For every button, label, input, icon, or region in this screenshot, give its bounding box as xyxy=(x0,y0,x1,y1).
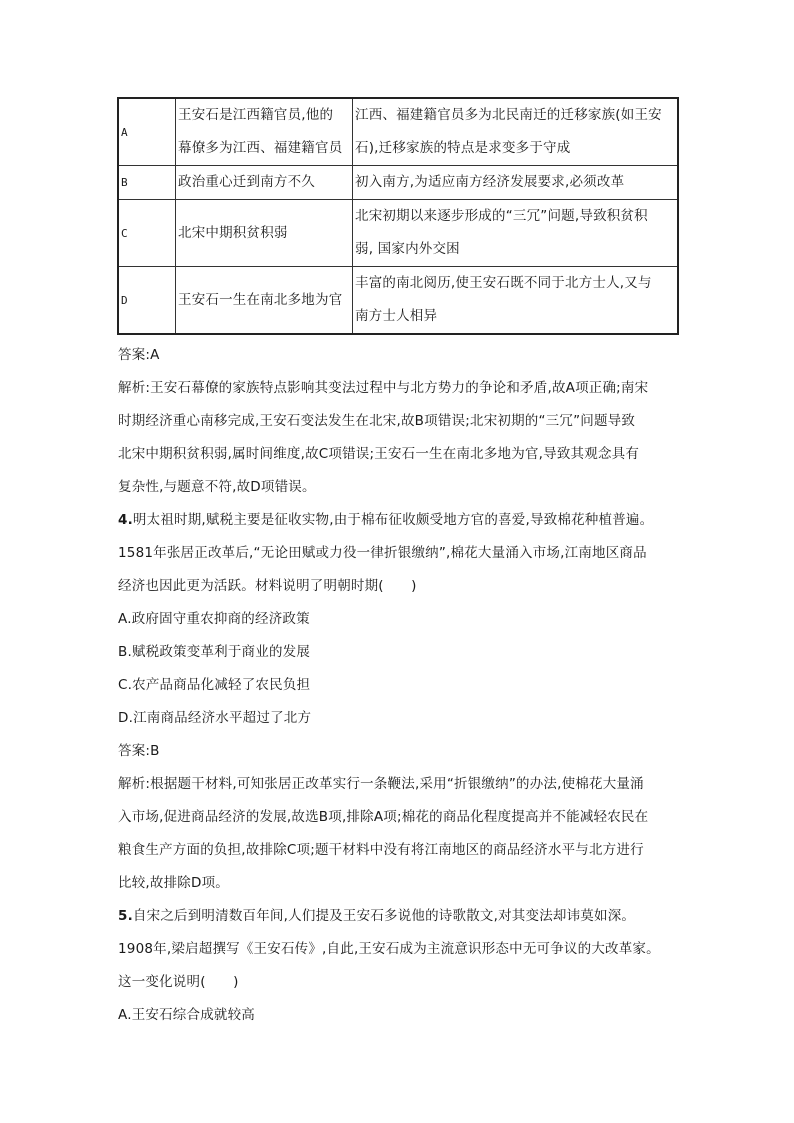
row-explanation: 初入南方,为适应南方经济发展要求,必须改革 xyxy=(353,166,679,200)
question-5-stem: 5.自宋之后到明清数百年间,人们提及王安石多说他的诗歌散文,对其变法却讳莫如深。 xyxy=(118,908,636,924)
question-stem-line: 经济也因此更为活跃。材料说明了明朝时期( ) xyxy=(118,578,417,594)
table-row xyxy=(118,267,678,335)
row-letter: C xyxy=(118,200,176,267)
row-cause: 北宋中期积贫积弱 xyxy=(176,200,353,267)
row-letter: D xyxy=(118,267,176,335)
answer-label: 答案:A xyxy=(118,347,160,363)
option-c: C.农产品商品化减轻了农民负担 xyxy=(118,677,311,693)
row-letter: A xyxy=(118,98,176,166)
option-d: D.江南商品经济水平超过了北方 xyxy=(118,710,312,726)
analysis-line: 时期经济重心南移完成,王安石变法发生在北宋,故B项错误;北宋初期的“三冗”问题导致 xyxy=(118,413,636,429)
answer-label: 答案:B xyxy=(118,743,160,759)
table-row xyxy=(118,98,678,166)
row-letter: B xyxy=(118,166,176,200)
question-stem-line: 1908年,梁启超撰写《王安石传》,自此,王安石成为主流意识形态中无可争议的大改革家。 xyxy=(118,941,660,957)
analysis-line: 比较,故排除D项。 xyxy=(118,875,229,891)
option-b: B.赋税政策变革利于商业的发展 xyxy=(118,644,311,660)
question-number: 4. xyxy=(118,512,133,528)
row-explanation: 北宋初期以来逐步形成的“三冗”问题,导致积贫积 弱, 国家内外交困 xyxy=(353,200,679,267)
analysis-line: 复杂性,与题意不符,故D项错误。 xyxy=(118,479,316,495)
question-stem-line: 1581年张居正改革后,“无论田赋或力役一律折银缴纳”,棉花大量涌入市场,江南地区商品 xyxy=(118,545,647,561)
analysis-line: 入市场,促进商品经济的发展,故选B项,排除A项;棉花的商品化程度提高并不能减轻农民在 xyxy=(118,809,649,825)
options-table xyxy=(117,97,679,335)
question-4-stem: 4.明太祖时期,赋税主要是征收实物,由于棉布征收颇受地方官的喜爱,导致棉花种植普遍。 xyxy=(118,512,654,528)
row-explanation: 江西、福建籍官员多为北民南迁的迁移家族(如王安 石),迁移家族的特点是求变多于守成 xyxy=(353,98,679,166)
analysis-line: 解析:王安石幕僚的家族特点影响其变法过程中与北方势力的争论和矛盾,故A项正确;南宋 xyxy=(118,380,649,396)
row-cause: 政治重心迁到南方不久 xyxy=(176,166,353,200)
option-a: A.王安石综合成就较高 xyxy=(118,1007,255,1023)
table-row xyxy=(118,166,678,200)
analysis-line: 北宋中期积贫积弱,属时间维度,故C项错误;王安石一生在南北多地为官,导致其观念具有 xyxy=(118,446,640,462)
question-stem-line: 这一变化说明( ) xyxy=(118,974,239,990)
row-cause: 王安石是江西籍官员,他的 幕僚多为江西、福建籍官员 xyxy=(176,98,353,166)
option-a: A.政府固守重农抑商的经济政策 xyxy=(118,611,310,627)
row-explanation: 丰富的南北阅历,使王安石既不同于北方士人,又与 南方士人相异 xyxy=(353,267,679,335)
row-cause: 王安石一生在南北多地为官 xyxy=(176,267,353,335)
analysis-line: 解析:根据题干材料,可知张居正改革实行一条鞭法,采用“折银缴纳”的办法,使棉花大量涌 xyxy=(118,776,644,792)
analysis-line: 粮食生产方面的负担,故排除C项;题干材料中没有将江南地区的商品经济水平与北方进行 xyxy=(118,842,644,858)
table-row xyxy=(118,200,678,267)
question-number: 5. xyxy=(118,908,133,924)
